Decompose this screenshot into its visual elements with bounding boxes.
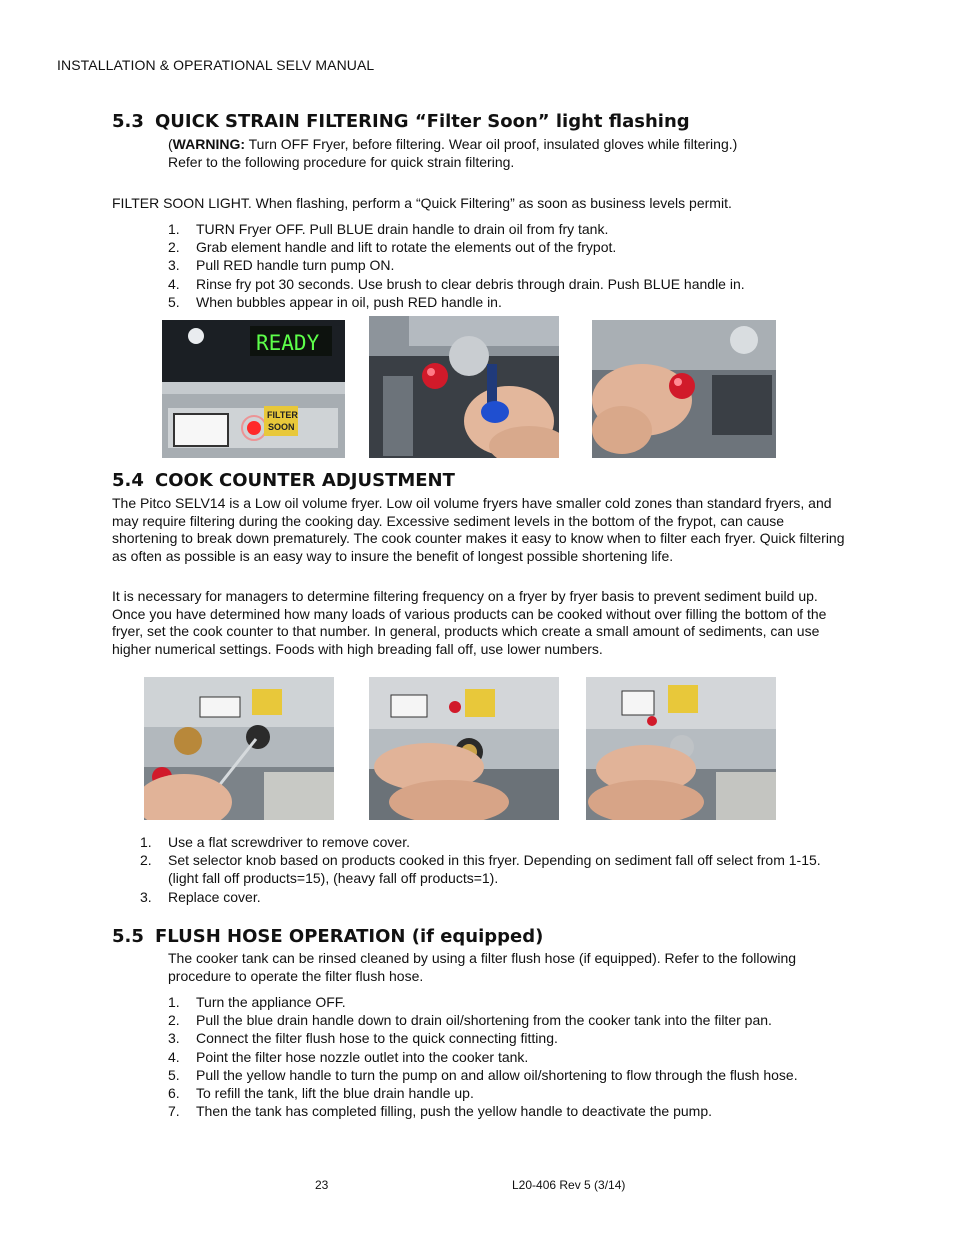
list-item bbox=[168, 256, 858, 274]
photo-replace-cover bbox=[586, 677, 776, 820]
list-item bbox=[168, 238, 858, 256]
photo-selector-knob bbox=[369, 677, 559, 820]
step-number: 4. bbox=[168, 1048, 180, 1065]
step-number: 5. bbox=[168, 293, 180, 310]
document-reference: L20-406 Rev 5 (3/14) bbox=[512, 1178, 626, 1192]
step-text: Replace cover. bbox=[168, 888, 261, 905]
list-item bbox=[168, 275, 858, 293]
section-title: QUICK STRAIN FILTERING “Filter Soon” light flashing bbox=[155, 111, 690, 132]
list-item bbox=[140, 851, 840, 887]
section-title: COOK COUNTER ADJUSTMENT bbox=[155, 470, 455, 491]
flush-hose-steps bbox=[168, 993, 848, 1120]
list-item bbox=[168, 293, 858, 311]
step-text: Pull the blue drain handle down to drain oil/shortening from the cooker tank into the filter pan. bbox=[196, 1012, 772, 1029]
step-text: To refill the tank, lift the blue drain handle up. bbox=[196, 1085, 474, 1102]
section-5-4-heading bbox=[112, 470, 455, 491]
step-text: Connect the filter flush hose to the quick connecting fitting. bbox=[196, 1030, 558, 1047]
step-number: 2. bbox=[168, 1012, 180, 1029]
section-number: 5.5 bbox=[112, 926, 144, 947]
step-text: TURN Fryer OFF. Pull BLUE drain handle to drain oil from fry tank. bbox=[196, 221, 609, 237]
step-text: When bubbles appear in oil, push RED handle in. bbox=[196, 293, 502, 310]
cook-counter-paragraph-2: It is necessary for managers to determine filtering frequency on a fryer by fryer basis to prevent sediment build up. Once you have determined how many loads of various products can be cooked without over filling the bottom of the fryer, set the cook counter to that number. In general, products which create a small amount of sediments, can use higher numerical settings. Foods with high breading fall off, use lower numbers. bbox=[112, 588, 827, 657]
ready-display-text: READY bbox=[256, 331, 320, 355]
step-text: Grab element handle and lift to rotate the elements out of the frypot. bbox=[196, 239, 617, 256]
photo-red-pump-handle bbox=[592, 320, 776, 458]
photo-blue-drain-handle bbox=[369, 316, 559, 458]
list-item bbox=[140, 888, 840, 906]
step-number: 4. bbox=[168, 275, 180, 292]
list-item bbox=[140, 833, 840, 851]
step-number: 5. bbox=[168, 1066, 180, 1083]
step-text: Use a flat screwdriver to remove cover. bbox=[168, 834, 410, 850]
list-item bbox=[168, 1066, 848, 1084]
step-number: 2. bbox=[168, 239, 180, 256]
filter-soon-light-text: FILTER SOON LIGHT. When flashing, perform a “Quick Filtering” as soon as business levels permit. bbox=[112, 195, 732, 211]
page-number: 23 bbox=[315, 1178, 329, 1192]
section-5-3-heading bbox=[112, 111, 690, 132]
section-number: 5.4 bbox=[112, 470, 144, 491]
list-item bbox=[168, 1102, 848, 1120]
step-number: 6. bbox=[168, 1085, 180, 1102]
list-item bbox=[168, 1011, 848, 1029]
list-item bbox=[168, 993, 848, 1011]
photo-screwdriver-cover bbox=[144, 677, 334, 820]
list-item bbox=[168, 1084, 848, 1102]
quick-strain-steps bbox=[168, 220, 858, 311]
step-number: 7. bbox=[168, 1103, 180, 1120]
photo-ready-display bbox=[162, 320, 345, 458]
step-text: Then the tank has completed filling, push the yellow handle to deactivate the pump. bbox=[196, 1103, 712, 1120]
list-item bbox=[168, 220, 858, 238]
step-number: 3. bbox=[168, 1030, 180, 1047]
list-item bbox=[168, 1029, 848, 1047]
warning-text: Turn OFF Fryer, before filtering. Wear oil proof, insulated gloves while filtering.) bbox=[245, 136, 738, 152]
list-item bbox=[168, 1048, 848, 1066]
step-text: Pull RED handle turn pump ON. bbox=[196, 257, 395, 274]
step-text: Rinse fry pot 30 seconds. Use brush to clear debris through drain. Push BLUE handle in. bbox=[196, 275, 745, 292]
flush-hose-intro: The cooker tank can be rinsed cleaned by using a filter flush hose (if equipped). Refer to the following procedure to operate the filter flush hose. bbox=[168, 950, 797, 984]
step-text: Turn the appliance OFF. bbox=[196, 994, 346, 1010]
step-number: 1. bbox=[140, 834, 152, 850]
step-number: 3. bbox=[140, 888, 152, 905]
warning-note bbox=[168, 136, 848, 171]
step-number: 2. bbox=[140, 852, 152, 869]
warning-label: WARNING: bbox=[172, 136, 245, 152]
step-text: Set selector knob based on products cooked in this fryer. Depending on sediment fall off select from 1-15. (light fall off products=15), (heavy fall off products=1). bbox=[168, 852, 821, 887]
refer-text: Refer to the following procedure for quick strain filtering. bbox=[168, 153, 515, 170]
step-text: Point the filter hose nozzle outlet into the cooker tank. bbox=[196, 1048, 529, 1065]
cook-counter-paragraph-1: The Pitco SELV14 is a Low oil volume fryer. Low oil volume fryers have smaller cold zones than standard fryers, and may require filtering during the cooking day. Excessive sediment levels in the bottom of the frypot, can cause shortening to break down prematurely. The cook counter makes it easy to know when to filter each fryer. Quick filtering as often as possible is an easy way to insure the benefit of longest possible shortening life. bbox=[112, 495, 845, 564]
filter-label-line-1: FILTER bbox=[267, 410, 298, 420]
section-5-5-heading bbox=[112, 926, 543, 947]
section-number: 5.3 bbox=[112, 111, 144, 132]
step-number: 3. bbox=[168, 257, 180, 274]
step-number: 1. bbox=[168, 221, 180, 237]
section-title: FLUSH HOSE OPERATION (if equipped) bbox=[155, 926, 544, 947]
manual-header: INSTALLATION & OPERATIONAL SELV MANUAL bbox=[57, 57, 375, 73]
filter-label-line-2: SOON bbox=[268, 422, 295, 432]
step-text: Pull the yellow handle to turn the pump on and allow oil/shortening to flow through the flush hose. bbox=[196, 1066, 798, 1083]
cook-counter-steps bbox=[140, 833, 840, 906]
step-number: 1. bbox=[168, 994, 180, 1010]
paren: ( bbox=[168, 136, 173, 152]
